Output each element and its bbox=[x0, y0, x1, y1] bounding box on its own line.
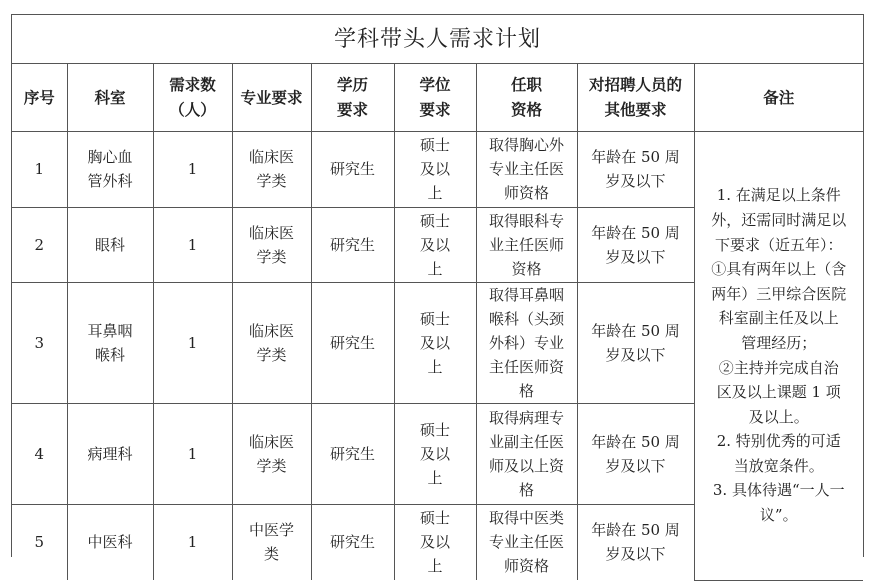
cell-count: 1 bbox=[153, 403, 232, 504]
cell-qualification-text: 取得中医类专业主任医师资格 bbox=[488, 509, 564, 576]
cell-dept bbox=[67, 282, 153, 403]
header-education-text: 学历要求 bbox=[336, 75, 368, 120]
remark-line: 议”。 bbox=[759, 506, 798, 525]
cell-dept-text: 胸心血管外科 bbox=[87, 148, 133, 190]
cell-seq: 1 bbox=[12, 131, 67, 207]
cell-dept-text: 眼科 bbox=[94, 235, 125, 254]
header-qualification-text: 任职资格 bbox=[510, 75, 542, 120]
document-title: 学科带头人需求计划 bbox=[12, 15, 863, 64]
cell-count: 1 bbox=[153, 282, 232, 403]
cell-degree bbox=[394, 403, 476, 504]
remark-line: 及以上。 bbox=[748, 407, 809, 426]
header-remark: 备注 bbox=[694, 64, 863, 131]
header-other-text: 对招聘人员的其他要求 bbox=[588, 75, 682, 120]
cell-other-text: 年龄在 50 周岁及以下 bbox=[591, 223, 680, 266]
cell-major bbox=[232, 131, 311, 207]
table-row bbox=[12, 131, 863, 207]
remark-line: 外，还需同时满足以 bbox=[711, 210, 847, 229]
remark-line: 3. 具体待遇“一人一 bbox=[712, 481, 845, 500]
cell-other-text: 年龄在 50 周岁及以下 bbox=[591, 432, 680, 475]
header-count-text: 需求数（人） bbox=[169, 75, 216, 120]
cell-major bbox=[232, 207, 311, 282]
remark-line: 2. 特别优秀的可适 bbox=[716, 432, 841, 451]
cell-major bbox=[232, 282, 311, 403]
cell-degree-text: 硕士及以上 bbox=[419, 136, 450, 202]
cell-major-text: 临床医学类 bbox=[248, 321, 294, 364]
remark-line: 管理经历； bbox=[741, 333, 817, 352]
cell-other bbox=[577, 131, 694, 207]
cell-dept bbox=[67, 131, 153, 207]
cell-education: 研究生 bbox=[311, 207, 394, 282]
cell-seq: 5 bbox=[12, 504, 67, 580]
cell-qualification-text: 取得病理专业副主任医师及以上资格 bbox=[488, 408, 564, 499]
cell-seq: 4 bbox=[12, 403, 67, 504]
cell-other-text: 年龄在 50 周岁及以下 bbox=[591, 148, 680, 190]
remark-line: 下要求（近五年）： bbox=[714, 235, 843, 254]
remark-line: 科室副主任及以上 bbox=[718, 309, 839, 328]
cell-education: 研究生 bbox=[311, 403, 394, 504]
header-major bbox=[232, 64, 311, 131]
cell-other bbox=[577, 403, 694, 504]
header-education bbox=[311, 64, 394, 131]
cell-degree-text: 硕士及以上 bbox=[419, 211, 450, 278]
cell-major-text: 临床医学类 bbox=[248, 148, 294, 190]
cell-dept-text: 耳鼻咽喉科 bbox=[87, 321, 133, 364]
cell-major-text: 中医学类 bbox=[248, 521, 294, 564]
cell-qualification bbox=[476, 131, 577, 207]
cell-qualification bbox=[476, 403, 577, 504]
requirements-table bbox=[12, 64, 863, 581]
cell-degree-text: 硕士及以上 bbox=[419, 309, 450, 376]
cell-education: 研究生 bbox=[311, 131, 394, 207]
cell-degree-text: 硕士及以上 bbox=[419, 509, 450, 576]
header-degree bbox=[394, 64, 476, 131]
cell-count: 1 bbox=[153, 504, 232, 580]
cell-education: 研究生 bbox=[311, 282, 394, 403]
header-other bbox=[577, 64, 694, 131]
header-qualification bbox=[476, 64, 577, 131]
cell-major bbox=[232, 504, 311, 580]
cell-other bbox=[577, 207, 694, 282]
cell-dept-text: 病理科 bbox=[87, 444, 133, 463]
cell-major-text: 临床医学类 bbox=[248, 432, 294, 475]
remark-cell bbox=[694, 131, 863, 580]
header-row bbox=[12, 64, 863, 131]
cell-qualification-text: 取得耳鼻咽喉科（头颈外科）专业主任医师资格 bbox=[488, 285, 564, 400]
cell-education: 研究生 bbox=[311, 504, 394, 580]
cell-other-text: 年龄在 50 周岁及以下 bbox=[591, 521, 680, 564]
remark-line: 两年）三甲综合医院 bbox=[711, 284, 847, 303]
cell-major bbox=[232, 403, 311, 504]
header-seq: 序号 bbox=[12, 64, 67, 131]
cell-qualification-text: 取得眼科专业主任医师资格 bbox=[488, 211, 564, 278]
cell-degree bbox=[394, 282, 476, 403]
cell-other-text: 年龄在 50 周岁及以下 bbox=[591, 321, 680, 364]
cell-degree-text: 硕士及以上 bbox=[419, 420, 450, 487]
cell-degree bbox=[394, 504, 476, 580]
remark-line: ②主持并完成自治 bbox=[718, 358, 839, 377]
cell-qualification-text: 取得胸心外专业主任医师资格 bbox=[488, 136, 564, 202]
cell-other bbox=[577, 504, 694, 580]
remark-line: 1. 在满足以上条件 bbox=[716, 186, 841, 205]
cell-other bbox=[577, 282, 694, 403]
cell-seq: 2 bbox=[12, 207, 67, 282]
cell-degree bbox=[394, 131, 476, 207]
cell-count: 1 bbox=[153, 131, 232, 207]
cell-seq: 3 bbox=[12, 282, 67, 403]
cell-count: 1 bbox=[153, 207, 232, 282]
remark-line: 当放宽条件。 bbox=[733, 456, 824, 475]
header-count bbox=[153, 64, 232, 131]
cell-qualification bbox=[476, 282, 577, 403]
cell-dept bbox=[67, 403, 153, 504]
requirements-document bbox=[11, 14, 864, 576]
remark-line: ①具有两年以上（含 bbox=[711, 260, 847, 279]
cell-qualification bbox=[476, 207, 577, 282]
remark-line: 区及以上课题 1 项 bbox=[716, 383, 841, 402]
cell-dept-text: 中医科 bbox=[87, 533, 133, 552]
header-dept: 科室 bbox=[67, 64, 153, 131]
cell-dept bbox=[67, 207, 153, 282]
cell-degree bbox=[394, 207, 476, 282]
header-major-text: 专业要求 bbox=[240, 87, 303, 107]
cell-qualification bbox=[476, 504, 577, 580]
cell-major-text: 临床医学类 bbox=[248, 223, 294, 266]
cell-dept bbox=[67, 504, 153, 580]
header-degree-text: 学位要求 bbox=[419, 75, 451, 120]
